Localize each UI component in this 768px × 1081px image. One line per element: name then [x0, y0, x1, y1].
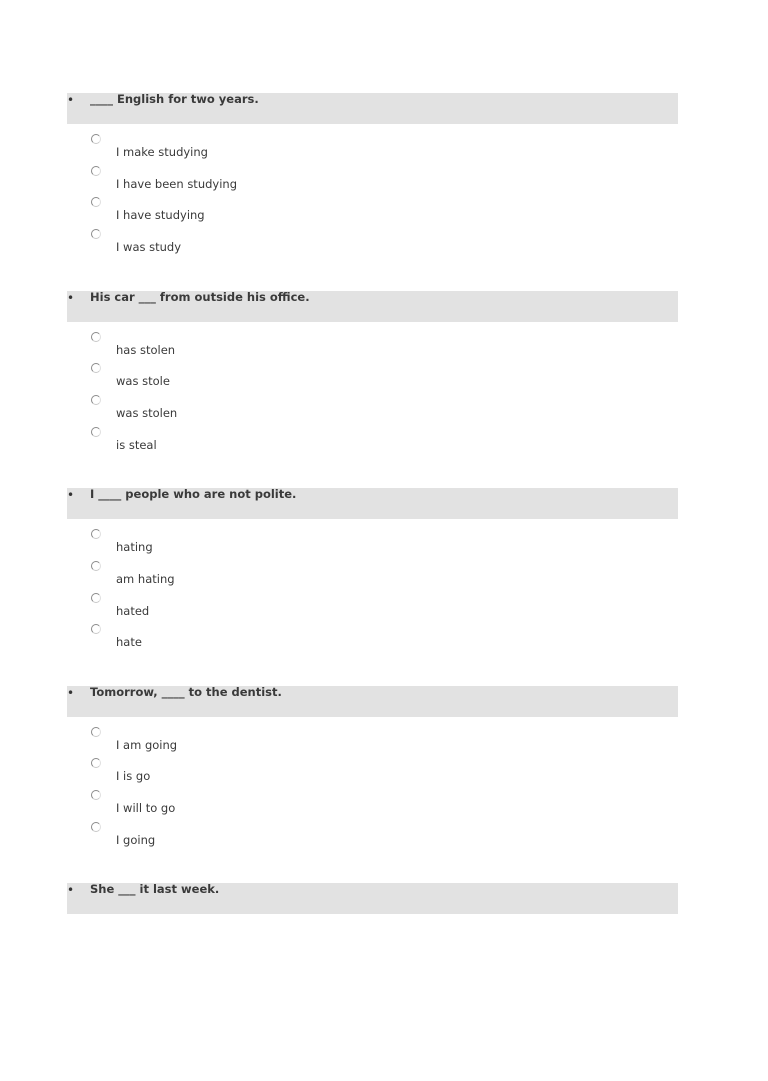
answer-option[interactable]: [67, 788, 678, 820]
question-text: His car ___ from outside his office.: [90, 289, 310, 304]
answer-option-label: has stolen: [116, 342, 176, 357]
answer-option-label: is steal: [116, 437, 157, 452]
question-text: She ___ it last week.: [90, 882, 220, 897]
bullet-icon: •: [67, 93, 75, 107]
answer-options: [67, 527, 678, 654]
answer-option[interactable]: [67, 591, 678, 623]
radio-button[interactable]: [91, 561, 101, 571]
radio-button[interactable]: [91, 197, 101, 207]
radio-button[interactable]: [91, 363, 101, 373]
answer-option-label: I make studying: [116, 145, 208, 159]
answer-option-label: hated: [116, 603, 150, 618]
question-text: Tomorrow, ____ to the dentist.: [90, 684, 282, 699]
answer-option-label: hate: [116, 635, 142, 650]
radio-button[interactable]: [91, 529, 101, 539]
question-header: [67, 93, 678, 124]
question-header: [67, 686, 678, 717]
answer-option[interactable]: [67, 756, 678, 788]
question-item: [67, 488, 678, 686]
answer-option[interactable]: [67, 622, 678, 654]
radio-button[interactable]: [91, 166, 101, 176]
answer-option-label: am hating: [116, 571, 175, 586]
answer-options: [67, 725, 678, 852]
radio-button[interactable]: [91, 332, 101, 342]
answer-option-label: was stolen: [116, 405, 178, 420]
answer-option[interactable]: [67, 393, 678, 425]
answer-option-label: I have studying: [116, 208, 205, 223]
question-header: [67, 883, 678, 914]
radio-button[interactable]: [91, 624, 101, 634]
answer-option[interactable]: [67, 820, 678, 852]
radio-button[interactable]: [91, 395, 101, 405]
answer-option[interactable]: [67, 195, 678, 227]
answer-options: [67, 132, 678, 259]
answer-option-label: I was study: [116, 240, 182, 255]
answer-option-label: was stole: [116, 374, 170, 389]
answer-option-label: I going: [116, 832, 156, 847]
question-item: [67, 291, 678, 489]
answer-option-label: I will to go: [116, 801, 176, 816]
question-item: [67, 93, 678, 291]
answer-options: [67, 330, 678, 457]
answer-option[interactable]: [67, 425, 678, 457]
bullet-icon: •: [67, 883, 75, 898]
answer-option[interactable]: [67, 132, 678, 164]
answer-option-label: I is go: [116, 769, 151, 784]
radio-button[interactable]: [91, 727, 101, 737]
radio-button[interactable]: [91, 593, 101, 603]
answer-option[interactable]: [67, 361, 678, 393]
radio-button[interactable]: [91, 822, 101, 832]
question-header: [67, 291, 678, 322]
radio-button[interactable]: [91, 790, 101, 800]
bullet-icon: •: [67, 488, 75, 503]
answer-option[interactable]: [67, 559, 678, 591]
answer-option-label: I have been studying: [116, 176, 237, 191]
question-text: I ____ people who are not polite.: [90, 487, 297, 502]
answer-option-label: I am going: [116, 737, 178, 752]
answer-option[interactable]: [67, 725, 678, 757]
radio-button[interactable]: [91, 427, 101, 437]
answer-option[interactable]: [67, 164, 678, 196]
bullet-icon: •: [67, 685, 75, 700]
answer-option[interactable]: [67, 227, 678, 259]
answer-option[interactable]: [67, 330, 678, 362]
answer-option[interactable]: [67, 527, 678, 559]
question-item: [67, 883, 678, 1081]
radio-button[interactable]: [91, 134, 101, 144]
radio-button[interactable]: [91, 758, 101, 768]
question-text: ____ English for two years.: [90, 92, 259, 106]
bullet-icon: •: [67, 290, 75, 305]
radio-button[interactable]: [91, 229, 101, 239]
question-item: [67, 686, 678, 884]
quiz-question-list: [67, 93, 678, 1081]
answer-option-label: hating: [116, 540, 153, 555]
question-header: [67, 488, 678, 519]
